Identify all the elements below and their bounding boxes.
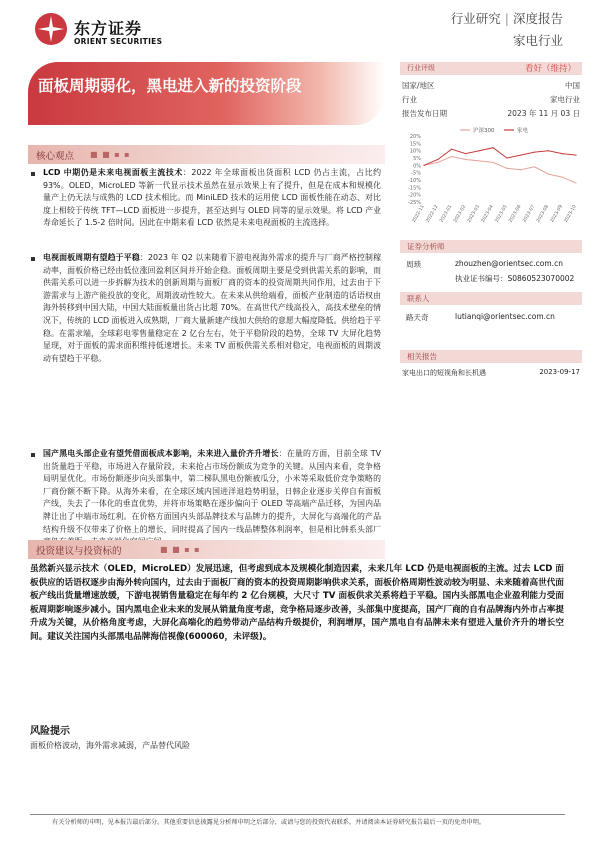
- bullet-icon: [31, 257, 35, 261]
- recommendation-text: 虽然新兴显示技术（OLED，MicroLED）发展迅速，但考虑到成本及规模化制造因素，未来几年 LCD 仍是电视面板的主流。过去 LCD 面板供应的话语权逐步由海外转向国内，过去由于面板厂商的资本的投资周期影响供求关系，面板价格周期性波动较为明显、未来随着高世代面板产线出货量增速放缓，下游电视销售量稳定在每年约 2 亿台规模，大尺寸 TV 面板供求关系将趋于平稳。国内头部黑电企业盈利能力受面板周期影响逐步减小。国内黑电企业未来的发展从销量角度考虑，竞争格局逐步改善，头部集中度提高，国产厂商的自有品牌海内外市占率提升成为关键，从价格角度考虑，大屏化高端化的趋势带动产品结构升级提价，利润增厚，国产黑电自有品牌未来有望进入量价齐升的增长空间。建议关注国内头部黑电品牌海信视像(600060，未评级)。: [30, 564, 564, 642]
- series-point: [575, 154, 576, 155]
- category-label-2: 深度报告: [512, 11, 563, 26]
- bullet-icon: [31, 172, 35, 176]
- series-point: [562, 176, 563, 177]
- series-point: [562, 153, 563, 154]
- series-point: [465, 153, 466, 154]
- decorative-dots: ■ ■ ▪ ▪: [90, 150, 131, 159]
- footer-disclaimer: 有关分析师的申明，见本报告最后部分。其他重要信息披露见分析师申明之后部分，或请与您的投资代表联系。并请阅读本证券研究报告最后一页的免责申明。: [52, 819, 486, 826]
- report-category: [451, 9, 563, 27]
- y-tick-label: -15%: [408, 185, 421, 192]
- core-point-text: ：2023 年 Q2 以来随着下游电视海外需求的提升与厂商严格控制稼动率，面板价格已经由低位涨回盈利区间并开始企稳。面板周期主要是受到供需关系的影响，而供需关系可以进一步拆解为技术的创新周期与面板厂商的资本的投资周期共同作用，过去由于下游需求与上游产能投放的变化，周期波动性较大。在未来从供给端看，面板产业制造的话语权由海外转移到中国大陆，中国大陆面板量出货占比超 70%。在高世代产线高投入，高技术壁垒的情况下，传统的 LCD 面板进入成熟期，厂商大量新建产线加大供给的意愿大幅度降低。供给趋于平稳。在需求端，全球彩电零售量稳定在 2 亿台左右，处于平稳阶段的趋势，全球 TV 大屏化趋势显现，对于面板的需求面积维持低速增长。未来 TV 面板供需关系相对稳定，电视面板的周期波动有望趋于平稳。: [43, 253, 381, 363]
- report-industry: 家电行业: [512, 33, 563, 48]
- analysts-title: 证券分析师: [407, 242, 445, 251]
- title-banner: [28, 62, 385, 125]
- info-key: 报告发布日期: [402, 109, 447, 118]
- x-tick-label: 2022-12: [425, 204, 440, 224]
- x-tick-label: 2023-08: [536, 204, 551, 224]
- recommendation-title: 投资建议与投资标的: [36, 546, 122, 557]
- series-point: [575, 182, 576, 183]
- info-row: [400, 93, 582, 105]
- series-point: [437, 159, 438, 160]
- series-point: [451, 156, 452, 157]
- series-point: [492, 162, 493, 163]
- info-value: 家电行业: [550, 95, 580, 104]
- x-tick-label: 2023-02: [453, 204, 468, 224]
- series-point: [520, 154, 521, 155]
- legend-label: 家电: [517, 128, 529, 134]
- info-row: [400, 79, 582, 91]
- report-title: 面板周期弱化，黑电进入新的投资阶段: [38, 77, 302, 95]
- series-point: [506, 168, 507, 169]
- brand-name-cn: 东方证券: [74, 19, 143, 38]
- analyst-name: 周琐: [406, 260, 421, 269]
- rating-box: [400, 62, 582, 75]
- y-tick-label: -10%: [408, 178, 421, 184]
- x-tick-label: 2023-03: [467, 204, 482, 224]
- info-value: 2023 年 11 月 03 日: [507, 109, 580, 118]
- contacts-header: [400, 292, 582, 305]
- series-point: [492, 147, 493, 148]
- recommendation-header: [28, 540, 385, 559]
- series-point: [506, 157, 507, 158]
- related-report-date: 2023-09-17: [539, 368, 580, 376]
- series-point: [465, 159, 466, 160]
- series-point: [520, 169, 521, 170]
- decorative-dots: ■ ■ ▪ ▪: [160, 545, 201, 554]
- y-tick-label: 10%: [409, 148, 421, 155]
- x-tick-label: 2023-09: [549, 204, 564, 224]
- analysts-header: [400, 240, 582, 253]
- x-tick-label: 2023-10: [563, 204, 578, 224]
- y-tick-label: -25%: [408, 200, 421, 206]
- info-key: 国家/地区: [402, 81, 435, 90]
- core-point-text: ：2022 年全球面板出货面积 LCD 仍占主流，占比约 93%。OLED，MicroLED 等新一代显示技术虽然在显示效果上有了提升，但是在成本和规模化量产上仍无法与成熟的 LCD 技术相比。而 MiniLED 技术的运用使 LCD 面板性能在动态、对比度上相较于传统 TFT—LCD 面板进一步提升，甚至达到与 OLED 同等的显示效果。将 LCD 产业寿命延长了 1.5-2 倍时间。因此在中期来看 LCD 依然是未来电视面板的主流选择。: [43, 168, 381, 228]
- core-points-header: [28, 145, 385, 164]
- core-point-lead: LCD 中期仍是未来电视面板主流技术: [43, 168, 183, 177]
- bullet-icon: [31, 453, 35, 457]
- rating-label: 行业评级: [407, 64, 435, 72]
- series-line: [424, 148, 576, 166]
- info-value: 中国: [565, 81, 580, 90]
- risk-text: 面板价格波动，海外需求减弱，产品替代风险: [30, 741, 190, 750]
- y-tick-label: 5%: [413, 156, 421, 162]
- analyst-email[interactable]: zhouzhen@orientsec.com.cn: [455, 259, 563, 268]
- y-tick-label: -5%: [411, 170, 421, 177]
- y-tick-label: 20%: [409, 134, 421, 140]
- series-point: [479, 160, 480, 161]
- y-tick-label: 0%: [413, 163, 421, 170]
- x-tick-label: 2022-11: [411, 204, 426, 224]
- footer-divider: [30, 814, 565, 815]
- contacts-title: 联系人: [407, 294, 430, 303]
- core-points-title: 核心观点: [36, 151, 75, 162]
- core-point-lead: 国产黑电头部企业有望凭借面板成本影响，未来进入量价齐升增长: [43, 449, 279, 458]
- related-report-title[interactable]: 家电出口的短视角和长机遇: [402, 369, 486, 377]
- x-tick-label: 2023-07: [522, 204, 537, 224]
- x-tick-label: 2023-01: [439, 204, 454, 224]
- core-point-lead: 电视面板周期有望趋于平稳: [43, 253, 140, 262]
- brand-name-en: ORIENT SECURITIES: [74, 37, 163, 46]
- series-point: [423, 165, 424, 166]
- performance-chart: [400, 122, 582, 232]
- y-tick-label: 15%: [409, 141, 421, 148]
- series-point: [479, 150, 480, 151]
- series-point: [437, 162, 438, 163]
- series-point: [534, 166, 535, 167]
- related-title: 相关报告: [407, 352, 437, 361]
- legend-label: 沪深300: [473, 128, 495, 134]
- x-tick-label: 2023-05: [494, 204, 509, 224]
- x-tick-label: 2023-06: [508, 204, 523, 224]
- orient-logo-icon: [34, 12, 68, 46]
- category-label-1: 行业研究: [450, 11, 501, 26]
- core-point-text: ：在量的方面，目前全球 TV 出货量趋于平稳，市场进入存量阶段，未来抢占市场份额成为竞争的关键。从国内来看，竞争格局明显优化。市场份额逐步向头部集中，第二梯队黑电份额被瓜分，小米等采取低价竞争策略的厂商份额不断下降。从海外来看，在全球区域内国进洋退趋势明显，日韩企业逐步关停自有面板产线，失去了一体化的垂直优势，并将市场策略在逐步偏向于 OLED 等高端产品迁移，为国内品牌让出了中端市场红利。在价格方面国内头部品牌技术与品牌力的提升，大屏化与高端化的产品结构升级不仅带来了价格上的增长，同时提高了国内一线品牌整体利润率，但是相比韩系头部厂: [43, 449, 381, 534]
- orient-logo: [34, 12, 194, 52]
- series-point: [451, 149, 452, 150]
- related-header: [400, 350, 582, 363]
- contact-email[interactable]: lutianqi@orientsec.com.cn: [455, 312, 555, 321]
- series-point: [548, 150, 549, 151]
- series-point: [548, 174, 549, 175]
- analyst-cert: 执业证书编号：S0860523070002: [455, 274, 575, 283]
- series-line: [424, 157, 576, 183]
- x-tick-label: 2023-04: [480, 204, 495, 224]
- info-row: [400, 107, 582, 119]
- risk-title: 风险提示: [30, 726, 70, 737]
- category-separator: |: [504, 11, 509, 26]
- y-tick-label: -20%: [408, 192, 421, 199]
- contact-name: 路天奇: [406, 313, 429, 322]
- rating-value: 看好（维持）: [524, 64, 576, 74]
- info-key: 行业: [402, 95, 417, 104]
- series-point: [534, 152, 535, 153]
